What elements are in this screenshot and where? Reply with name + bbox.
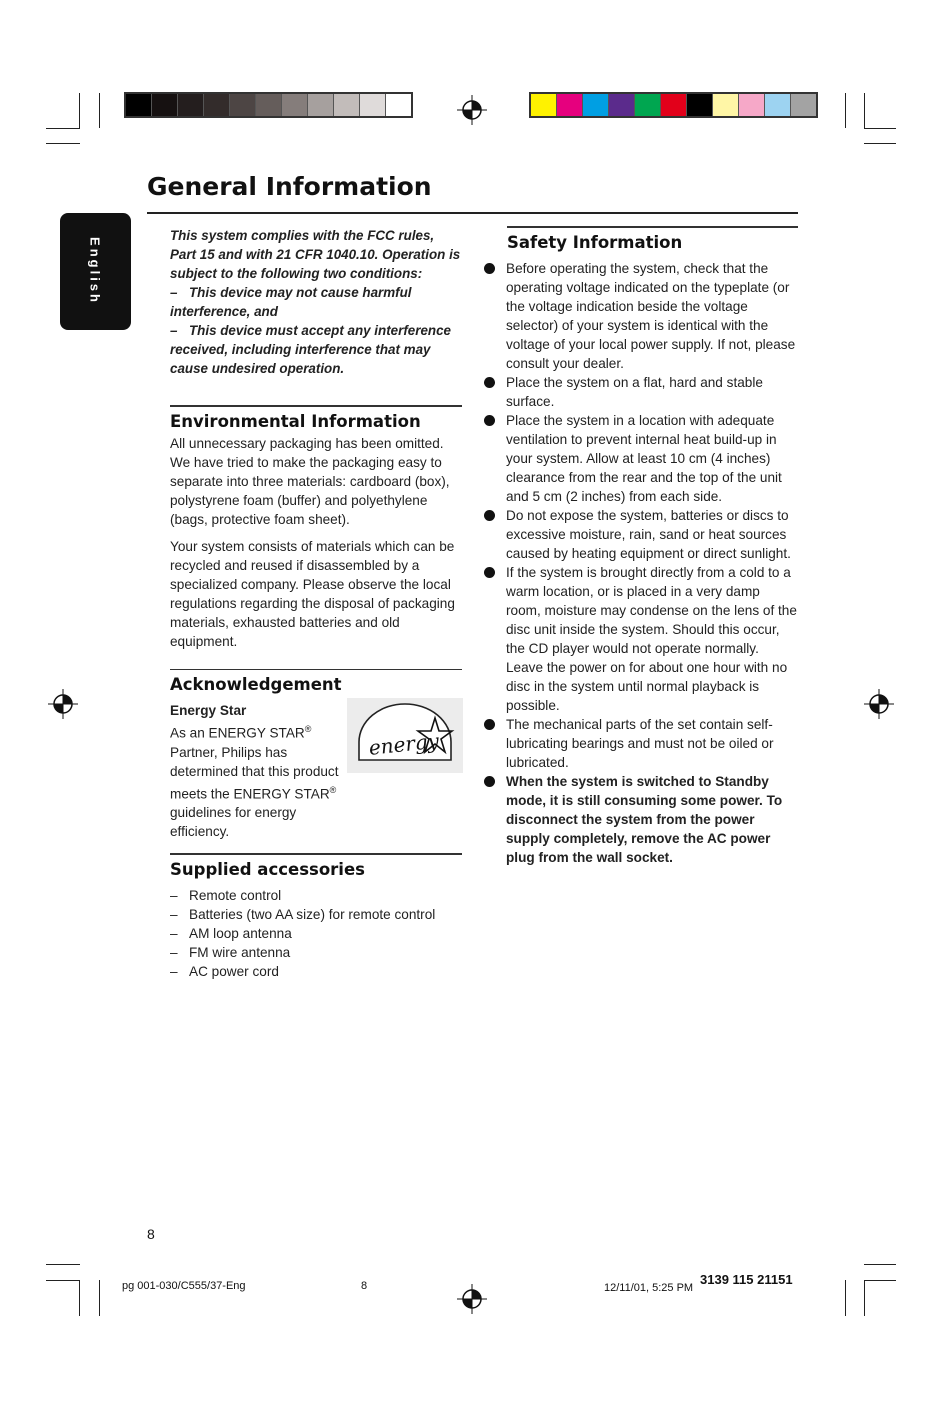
bullet-icon (484, 776, 495, 787)
acknowledgement-heading: Acknowledgement (170, 675, 342, 694)
left-column (170, 226, 462, 981)
accessories-heading: Supplied accessories (170, 859, 365, 879)
gray-swatch (360, 94, 386, 116)
color-swatch (765, 94, 791, 116)
energy-star-logo (347, 698, 463, 773)
footer-page: 8 (361, 1280, 368, 1292)
page-number: 8 (147, 1226, 155, 1242)
language-tab-label: English (87, 237, 103, 305)
right-column (484, 226, 798, 867)
acknowledgement-block (170, 701, 462, 841)
crop-mark (845, 1280, 846, 1316)
list-item: If the system is brought directly from a cold to a warm location, or is placed in a very damp room, moisture may condense on the lens of the disc unit inside the system. Should this occur, the CD player would not operate normally. Leave the power on for about one hour with no disc in the system until normal playback is possible. (484, 563, 798, 715)
safety-list (484, 259, 798, 867)
crop-mark (46, 128, 80, 129)
crop-mark (864, 1264, 896, 1265)
safety-heading: Safety Information (507, 232, 683, 252)
footer-product-code: 3139 115 21151 (700, 1272, 793, 1287)
accessories-list (170, 886, 462, 981)
fcc-notice (170, 226, 462, 378)
crop-mark (79, 1280, 80, 1316)
list-item: – Remote control (170, 887, 282, 903)
color-swatch (635, 94, 661, 116)
footer-file-info: pg 001-030/C555/37-Eng (122, 1280, 246, 1292)
gray-swatch (282, 94, 308, 116)
crop-mark (46, 143, 80, 144)
gray-swatch (334, 94, 360, 116)
gray-swatch (386, 94, 411, 116)
list-item: – AM loop antenna (170, 925, 292, 941)
bullet-icon (484, 263, 495, 274)
bullet-icon (484, 510, 495, 521)
crop-mark (864, 143, 896, 144)
section-rule (507, 226, 798, 228)
list-item: Place the system in a location with adequate ventilation to prevent internal heat build-up in your system. Allow at least 10 cm (4 inches) clearance from the rear and the top of the unit and 5 cm (2 inches) from each side. (484, 411, 798, 506)
section-rule (170, 669, 462, 671)
color-swatch (583, 94, 609, 116)
title-rule (147, 212, 798, 214)
crop-mark (864, 128, 896, 129)
section-rule (170, 405, 462, 407)
color-swatch (713, 94, 739, 116)
list-item: Do not expose the system, batteries or discs to excessive moisture, rain, sand or heat sources caused by heating equipment or direct sunlight. (484, 506, 798, 563)
color-swatch (609, 94, 635, 116)
list-item: – FM wire antenna (170, 944, 291, 960)
crop-mark (845, 93, 846, 128)
energy-star-subheading: Energy Star (170, 703, 247, 718)
crop-mark (864, 1280, 896, 1281)
environmental-paragraph-2: Your system consists of materials which can be recycled and reused if disassembled by a specialized company. Please observe the local regulations regarding the disposal of packaging materials, exhausted batteries and old equipment. (170, 538, 455, 649)
registration-target-icon (457, 1284, 487, 1314)
environmental-heading: Environmental Information (170, 411, 421, 431)
fcc-condition-1: – This device may not cause harmful interference, and (170, 285, 412, 319)
crop-mark (46, 1264, 80, 1265)
color-swatch (531, 94, 557, 116)
crop-mark (99, 1280, 100, 1316)
crop-mark (79, 93, 80, 128)
color-swatch (791, 94, 816, 116)
page-title: General Information (147, 172, 432, 201)
safety-warning: When the system is switched to Standby mode, it is still consuming some power. To disconnect the system from the power supply completely, remove the AC power plug from the wall socket. (484, 772, 798, 867)
crop-mark (864, 1280, 865, 1316)
color-swatch (661, 94, 687, 116)
bullet-icon (484, 719, 495, 730)
gray-swatch (204, 94, 230, 116)
energy-star-text: As an ENERGY STAR® Partner, Philips has determined that this product meets the ENERGY STAR® guidelines for energy efficiency. (170, 724, 339, 840)
language-tab (60, 213, 131, 330)
fcc-condition-2: – This device must accept any interference received, including interference that may cause undesired operation. (170, 323, 451, 376)
bullet-icon (484, 567, 495, 578)
energy-logo-text: energy (367, 728, 440, 760)
footer-timestamp: 12/11/01, 5:25 PM (604, 1282, 694, 1294)
list-item: – AC power cord (170, 963, 279, 979)
fcc-statement: This system complies with the FCC rules, Part 15 and with 21 CFR 1040.10. Operation is subject to the following two conditions: (170, 228, 461, 281)
registration-target-icon (48, 689, 78, 719)
color-swatch (739, 94, 765, 116)
color-swatch (687, 94, 713, 116)
registration-target-icon (864, 689, 894, 719)
gray-swatch (126, 94, 152, 116)
crop-mark (99, 93, 100, 128)
crop-mark (864, 93, 865, 128)
gray-swatch (152, 94, 178, 116)
list-item: The mechanical parts of the set contain self-lubricating bearings and must not be oiled or lubricated. (484, 715, 798, 772)
list-item: – Batteries (two AA size) for remote control (170, 906, 436, 922)
color-swatch (557, 94, 583, 116)
list-item: Before operating the system, check that the operating voltage indicated on the typeplate (or the voltage indication beside the voltage selector) of your system is identical with the voltage of your local power supply. If not, please consult your dealer. (484, 259, 798, 373)
bullet-icon (484, 377, 495, 388)
energy-star-logo-icon (347, 698, 463, 773)
registration-target-icon (457, 95, 487, 125)
gray-swatch (256, 94, 282, 116)
color-calibration-bar (529, 92, 818, 118)
list-item: Place the system on a flat, hard and stable surface. (484, 373, 798, 411)
gray-swatch (230, 94, 256, 116)
grayscale-calibration-bar (124, 92, 413, 118)
environmental-paragraph-1: All unnecessary packaging has been omitted. We have tried to make the packaging easy to separate into three materials: cardboard (box), polystyrene foam (buffer) and polyethylene (bags, protective foam sheet). (170, 435, 450, 527)
section-rule (170, 853, 462, 855)
bullet-icon (484, 415, 495, 426)
gray-swatch (308, 94, 334, 116)
crop-mark (46, 1280, 80, 1281)
gray-swatch (178, 94, 204, 116)
